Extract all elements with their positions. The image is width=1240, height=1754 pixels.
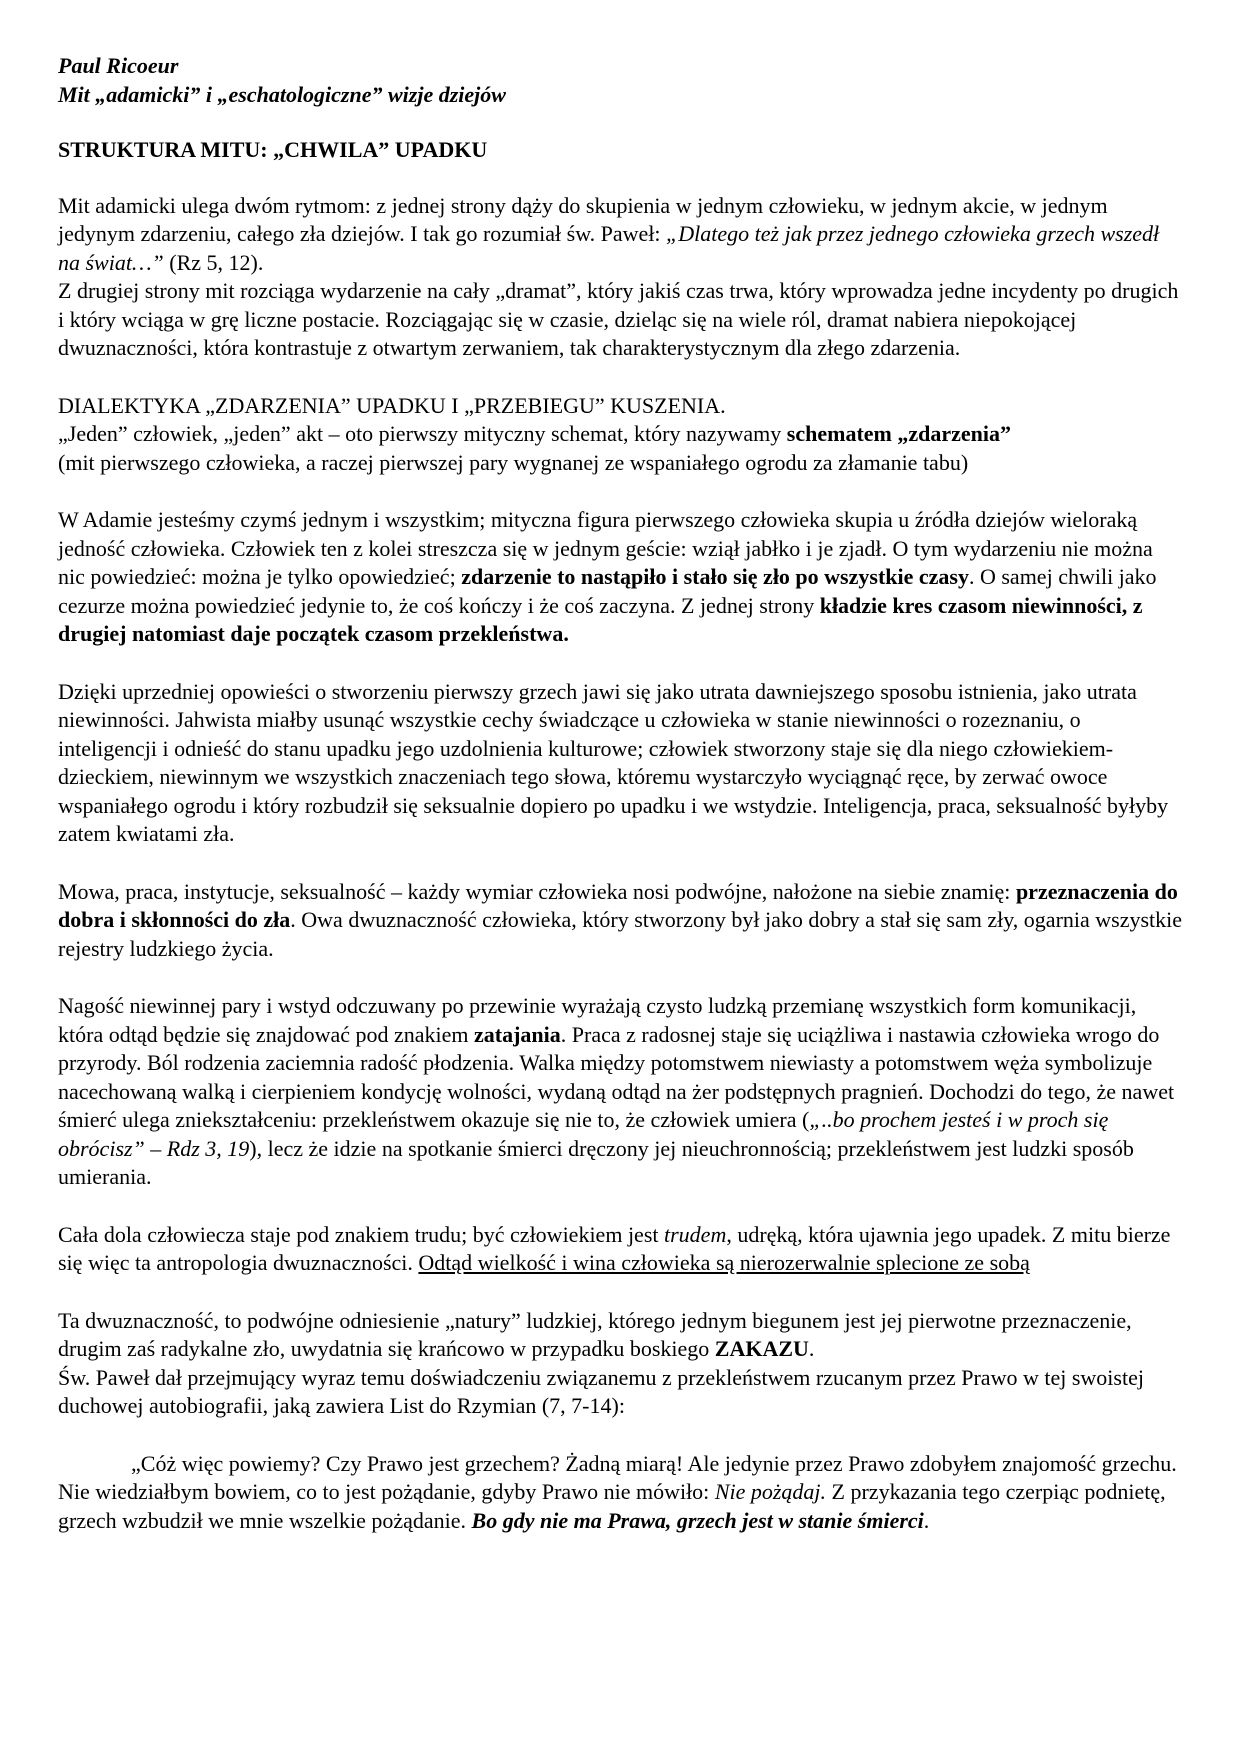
text-run: „Jeden” człowiek, „jeden” akt – oto pierwszy mityczny schemat, który nazywamy	[58, 421, 787, 446]
text-run: . Owa dwuznaczność człowieka, który stworzony był jako dobry a stał się sam zły, ogarnia wszystkie rejestry ludzkiego życia.	[58, 907, 1183, 961]
italic-phrase: Nie pożądaj.	[714, 1479, 827, 1504]
italic-term: trudem	[664, 1221, 727, 1247]
quote-genesis: „..bo prochem jesteś i w proch się obrócisz” – Rdz 3, 19	[58, 1107, 1109, 1161]
quote-romans: „Dlatego też jak przez jednego człowieka grzech wszedł na świat…”	[58, 221, 1160, 275]
text-run: .	[808, 1336, 815, 1361]
text-run: (mit pierwszego człowieka, a raczej pierwszej pary wygnanej ze wspaniałego ogrodu za złamanie tabu)	[58, 449, 969, 475]
text-run: Cała dola człowiecza staje pod znakiem trudu; być człowiekiem jest	[58, 1221, 664, 1247]
section-heading-structure: STRUKTURA MITU: „CHWILA” UPADKU	[58, 137, 488, 162]
paragraph-nakedness	[58, 992, 1183, 1192]
text-run: , udręką, która ujawnia jego upadek. Z mitu bierze się więc ta antropologia dwuznaczności.	[58, 1221, 1171, 1275]
text-run: „Cóż więc powiemy? Czy Prawo jest grzechem? Żadną miarą! Ale jedynie przez Prawo zdobyłem znajomość grzechu. Nie wiedziałbym bowiem, co to jest pożądanie, gdyby Prawo nie mówiło:	[58, 1450, 1177, 1504]
paragraph-human-lot	[58, 1221, 1183, 1278]
bold-phrase: kładzie kres czasom niewinności, z drugiej natomiast daje początek czasom przekleństwa.	[58, 592, 1143, 646]
paragraph-one-man	[58, 420, 1183, 477]
paragraph-drama: Z drugiej strony mit rozciąga wydarzenie na cały „dramat”, który jakiś czas trwa, który wprowadza jedne incydenty po drugich i który wciąga w grę liczne postacie. Rozciągając się w czasie, dzieląc się na wiele ról, dramat nabiera niepokojącej dwuznaczności, która kontrastuje z otwartym zerwaniem, tak charakterystycznym dla złego zdarzenia.	[58, 278, 1179, 360]
text-run: .	[923, 1507, 930, 1533]
paragraph-speech-work	[58, 878, 1183, 964]
text-run: . Praca z radosnej staje się uciążliwa i nastawia człowieka wrogo do przyrody. Ból rodzenia zaciemnia radość płodzenia. Walka między potomstwem niewiasty a potomstwem węża symbolizuje nacechowaną walką i cierpieniem kondycję wolności, wydaną odtąd na żer podstępnych pragnień. Dochodzi do tego, że nawet śmierć ulega zniekształceniu: przekleństwem okazuje się nie to, że człowiek umiera (	[58, 1021, 1175, 1132]
bold-term: schematem „zdarzenia”	[786, 421, 1012, 446]
bold-term: zatajania	[474, 1021, 561, 1047]
section-heading-dialectic: DIALEKTYKA „ZDARZENIA” UPADKU I „PRZEBIEGU” KUSZENIA.	[58, 392, 726, 418]
text-run: Z przykazania tego czerpiąc podnietę, grzech wzbudził we mnie wszelkie pożądanie.	[58, 1479, 1166, 1533]
document-title: Mit „adamicki” i „eschatologiczne” wizje dziejów	[58, 81, 506, 107]
text-run: Ta dwuznaczność, to podwójne odniesienie „natury” ludzkiej, którego jednym biegunem jest jej pierwotne przeznaczenie, drugim zaś radykalne zło, uwydatnia się krańcowo w przypadku boskiego	[58, 1307, 1132, 1361]
text-run: Nagość niewinnej pary i wstyd odczuwany po przewinie wyrażają czysto ludzką przemianę wszystkich form komunikacji, która odtąd będzie się znajdować pod znakiem	[58, 993, 1137, 1047]
paragraph-adam	[58, 506, 1183, 649]
text-run: . O samej chwili jako cezurze można powiedzieć jedynie to, że coś kończy i że coś zaczyna. Z jednej strony	[58, 564, 1157, 618]
block-quote-romans	[58, 1450, 1183, 1536]
bold-term: ZAKAZU	[714, 1336, 809, 1361]
text-run: Mit adamicki ulega dwóm rytmom: z jednej strony dąży do skupienia w jednym człowieku, w jednym akcie, w jednym jedynym zdarzeniu, całego zła dziejów. I tak go rozumiał św. Paweł:	[58, 192, 1108, 246]
paragraph-creation: Dzięki uprzedniej opowieści o stworzeniu pierwszy grzech jawi się jako utrata dawniejszego sposobu istnienia, jako utrata niewinności. Jahwista miałby usunąć wszystkie cechy świadczące u człowieka w stanie niewinności o rozeznaniu, o inteligencji i odnieść do stanu upadku jego uzdolnienia kulturowe; człowiek stworzony staje się dla niego człowiekiem-dzieckiem, niewinnym we wszystkich znaczeniach tego słowa, któremu wystarczyło wyciągnąć ręce, by zerwać owoce wspaniałego ogrodu i który rozbudził się seksualnie dopiero po upadku i we wstydzie. Inteligencja, praca, seksualność byłyby zatem kwiatami zła.	[58, 678, 1169, 846]
author-name: Paul Ricoeur	[58, 53, 179, 78]
paragraph-ambiguity	[58, 1307, 1183, 1364]
text-run: Mowa, praca, instytucje, seksualność – każdy wymiar człowieka nosi podwójne, nałożone na siebie znamię:	[58, 878, 1016, 904]
citation: (Rz 5, 12).	[163, 249, 264, 275]
underlined-phrase: Odtąd wielkość i wina człowieka są nierozerwalnie splecione ze sobą	[418, 1250, 1030, 1275]
bold-phrase: przeznaczenia do dobra i skłonności do zła	[58, 878, 1178, 932]
document-page	[58, 52, 1183, 1535]
paragraph-adamic-myth	[58, 192, 1183, 278]
bold-italic-phrase: Bo gdy nie ma Prawa, grzech jest w stanie śmierci	[471, 1507, 924, 1533]
paragraph-saint-paul: Św. Paweł dał przejmujący wyraz temu doświadczeniu związanemu z przekleństwem rzucanym przez Prawo w tej swoistej duchowej autobiografii, jaką zawiera List do Rzymian (7, 7-14):	[58, 1364, 1144, 1418]
text-run: W Adamie jesteśmy czymś jednym i wszystkim; mityczna figura pierwszego człowieka skupia u źródła dziejów wieloraką jedność człowieka. Człowiek ten z kolei streszcza się w jednym geście: wziął jabłko i je zjadł. O tym wydarzeniu nie można nic powiedzieć: można je tylko opowiedzieć;	[58, 507, 1153, 589]
text-run: ), lecz że idzie na spotkanie śmierci dręczony jej nieuchronnością; przekleństwem jest ludzki sposób umierania.	[58, 1135, 1134, 1189]
bold-phrase: zdarzenie to nastąpiło i stało się zło po wszystkie czasy	[461, 564, 969, 589]
